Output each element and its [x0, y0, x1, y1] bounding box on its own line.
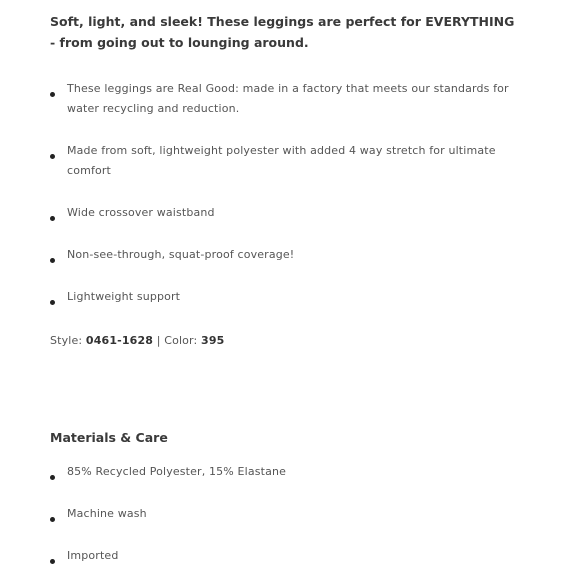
care-list-item — [50, 504, 510, 524]
feature-list-item — [50, 245, 510, 265]
bullet-icon — [50, 92, 55, 97]
feature-text: Wide crossover waistband — [67, 206, 215, 219]
color-label: Color: — [164, 334, 198, 347]
feature-list-item — [50, 203, 510, 223]
care-text: Machine wash — [67, 507, 147, 520]
bullet-icon — [50, 258, 55, 263]
bullet-icon — [50, 154, 55, 159]
feature-list — [50, 79, 510, 329]
style-color-info — [50, 332, 224, 350]
feature-list-item — [50, 287, 510, 307]
care-list-item — [50, 546, 510, 566]
care-list-item — [50, 462, 510, 482]
care-text: Imported — [67, 549, 119, 562]
color-value: 395 — [201, 334, 225, 347]
product-intro-text: Soft, light, and sleek! These leggings are perfect for EVERYTHING - from going out to lounging around. — [50, 14, 515, 50]
feature-text: Non-see-through, squat-proof coverage! — [67, 248, 295, 261]
feature-list-item — [50, 79, 510, 119]
bullet-icon — [50, 300, 55, 305]
bullet-icon — [50, 559, 55, 564]
bullet-icon — [50, 517, 55, 522]
feature-list-item — [50, 141, 510, 181]
materials-care-heading: Materials & Care — [50, 430, 168, 445]
style-label: Style: — [50, 334, 83, 347]
feature-text: These leggings are Real Good: made in a factory that meets our standards for water recycling and reduction. — [67, 82, 509, 115]
bullet-icon — [50, 475, 55, 480]
style-value: 0461-1628 — [85, 334, 154, 347]
feature-text: Lightweight support — [67, 290, 181, 303]
feature-text: Made from soft, lightweight polyester with added 4 way stretch for ultimate comfort — [67, 144, 496, 177]
bullet-icon — [50, 216, 55, 221]
style-separator: | — [156, 334, 161, 347]
care-text: 85% Recycled Polyester, 15% Elastane — [67, 465, 287, 478]
materials-care-list — [50, 462, 510, 588]
